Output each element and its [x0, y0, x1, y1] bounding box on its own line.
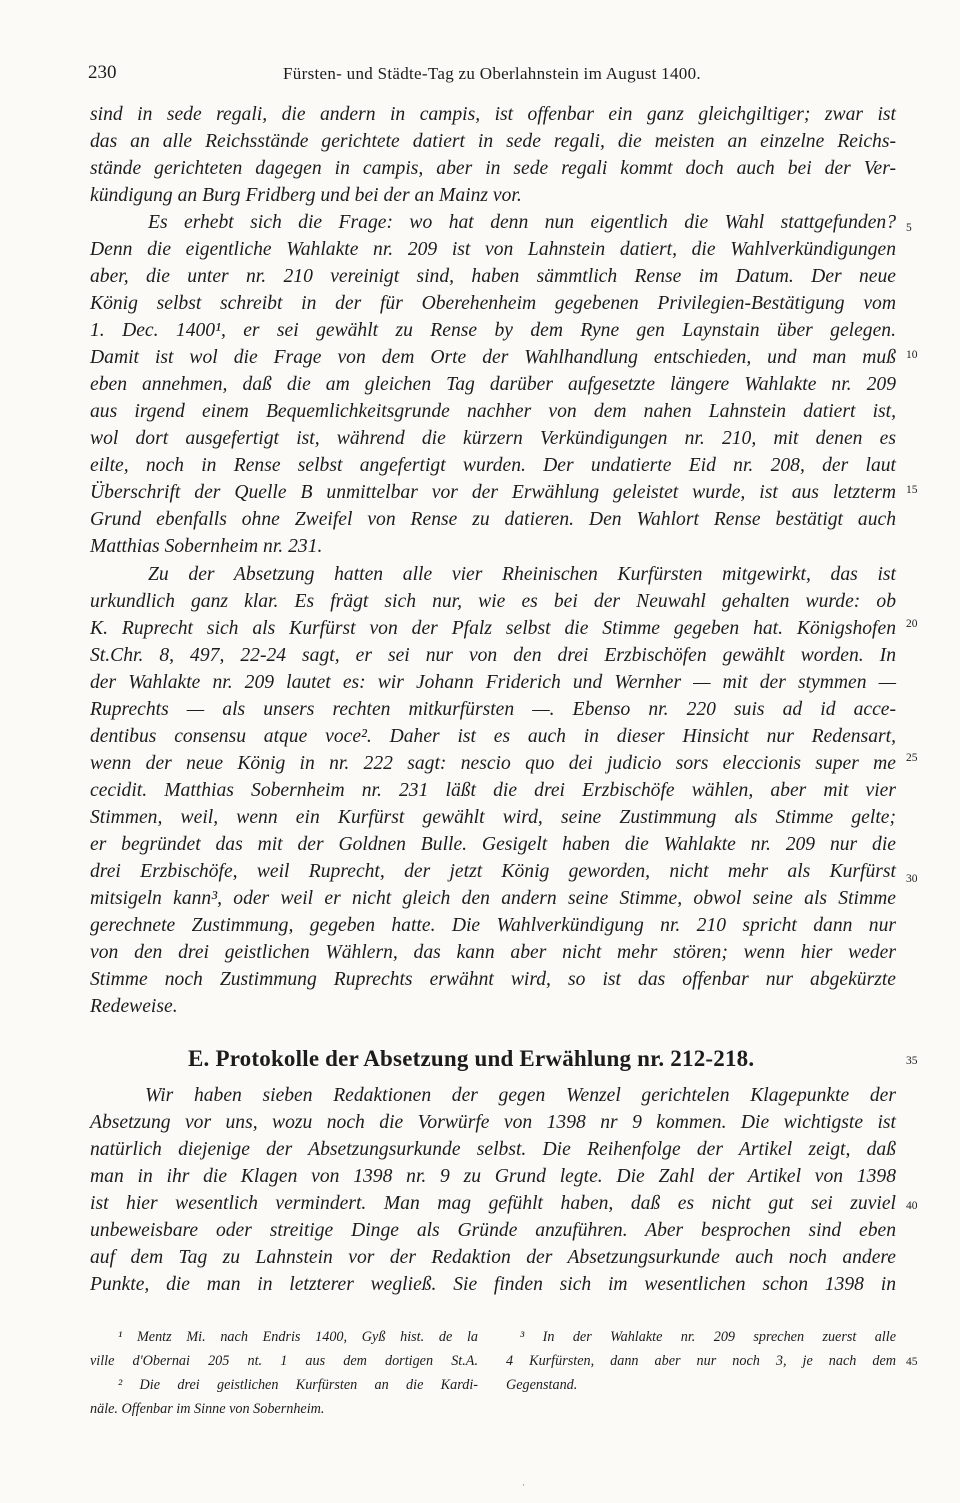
- text-line: Stimme noch Zustimmung Ruprechts erwähnt wird, so ist das offenbar nur abgekürzte: [90, 969, 896, 990]
- print-speck: ·: [522, 1480, 525, 1490]
- text-line: Redeweise.: [90, 996, 178, 1017]
- footnote-line: ³ In der Wahlakte nr. 209 sprechen zuerst alle: [520, 1329, 896, 1345]
- text-line: stände gerichteten dagegen in campis, aber in sede regali kommt doch auch bei der Ver-: [90, 158, 896, 179]
- text-line: Wir haben sieben Redaktionen der gegen Wenzel gerichtelen Klagepunkte der: [145, 1085, 896, 1106]
- footnote-line: 4 Kurfürsten, dann aber nur noch 3, je nach dem: [506, 1353, 896, 1369]
- text-line: ist hier wesentlich vermindert. Man mag gefühlt haben, daß es nicht gut sei zuviel: [90, 1193, 896, 1214]
- running-title: Fürsten- und Städte-Tag zu Oberlahnstein im August 1400.: [283, 64, 701, 83]
- page-number: 230: [88, 62, 117, 83]
- text-line: sind in sede regali, die andern in campis, ist offenbar ein ganz gleichgiltiger; zwar ist: [90, 104, 896, 125]
- text-line: dentibus consensu atque voce². Daher ist es auch in dieser Hinsicht nur Redensart,: [90, 726, 896, 747]
- margin-line-number: 30: [906, 873, 918, 885]
- text-line: aber, die unter nr. 210 vereinigt sind, haben sämmtlich Rense im Datum. Der neue: [90, 266, 896, 287]
- text-line: Matthias Sobernheim nr. 231.: [90, 536, 323, 557]
- margin-line-number: 15: [906, 484, 918, 496]
- text-line: unbeweisbare oder streitige Dinge als Gründe anzuführen. Aber besprochen sind eben: [90, 1220, 896, 1241]
- text-line: wenn der neue König in nr. 222 sagt: nescio quo dei judicio sors eleccionis super me: [90, 753, 896, 774]
- text-line: Grund ebenfalls ohne Zweifel von Rense zu datieren. Den Wahlort Rense bestätigt auch: [90, 509, 896, 530]
- footnote-line: Gegenstand.: [506, 1377, 578, 1393]
- footnote-line: ² Die drei geistlichen Kurfürsten an die Kardi-: [118, 1377, 478, 1393]
- margin-line-number: 45: [906, 1356, 918, 1368]
- text-line: Überschrift der Quelle B unmittelbar vor der Erwählung geleistet wurde, ist aus letzterm: [90, 482, 896, 503]
- text-line: 1. Dec. 1400¹, er sei gewählt zu Rense by dem Ryne gen Laynstain über gelegen.: [90, 320, 896, 341]
- text-line: St.Chr. 8, 497, 22-24 sagt, er sei nur von den drei Erzbischöfen gewählt worden. In: [90, 645, 896, 666]
- text-line: K. Ruprecht sich als Kurfürst von der Pfalz selbst die Stimme gegeben hat. Königshofen: [90, 618, 896, 639]
- text-line: von den drei geistlichen Wählern, das kann aber nicht mehr stören; wenn hier weder: [90, 942, 896, 963]
- text-line: gerechnete Zustimmung, gegeben hatte. Die Wahlverkündigung nr. 210 spricht dann nur: [90, 915, 896, 936]
- margin-line-number: 5: [906, 222, 912, 234]
- text-line: König selbst schreibt in der für Oberehenheim gegebenen Privilegien-Bestätigung vom: [90, 293, 896, 314]
- text-line: Punkte, die man in letzterer wegließ. Sie finden sich im wesentlichen schon 1398 in: [90, 1274, 896, 1295]
- footnote-line: ¹ Mentz Mi. nach Endris 1400, Gyß hist. de la: [118, 1329, 478, 1345]
- text-line: urkundlich ganz klar. Es frägt sich nur, wie es bei der Neuwahl gehalten wurde: ob: [90, 591, 896, 612]
- text-line: cecidit. Matthias Sobernheim nr. 231 läßt die drei Erzbischöfe wählen, aber mit vier: [90, 780, 896, 801]
- text-line: wol dort ausgefertigt ist, während die kürzern Verkündigungen nr. 210, mit denen es: [90, 428, 896, 449]
- text-line: der Wahlakte nr. 209 lautet es: wir Johann Friderich und Wernher — mit der stymmen —: [90, 672, 896, 693]
- text-line: Stimmen, weil, wenn ein Kurfürst gewählt wird, seine Zustimmung als Stimme gelte;: [90, 807, 896, 828]
- text-line: Zu der Absetzung hatten alle vier Rheinischen Kurfürsten mitgewirkt, das ist: [148, 564, 896, 585]
- text-line: das an alle Reichsstände gerichtete datiert in sede regali, die meisten an einzelne Reichs-: [90, 131, 896, 152]
- footnote-line: ville d'Obernai 205 nt. 1 aus dem dortigen St.A.: [90, 1353, 478, 1369]
- text-line: mitsigeln kann³, oder weil er nicht gleich den andern seine Stimme, obwol seine als Stimme: [90, 888, 896, 909]
- text-line: natürlich diejenige der Absetzungsurkunde selbst. Die Reihenfolge der Artikel zeigt, daß: [90, 1139, 896, 1160]
- margin-line-number: 35: [906, 1055, 918, 1067]
- text-line: Denn die eigentliche Wahlakte nr. 209 ist von Lahnstein datiert, die Wahlverkündigungen: [90, 239, 896, 260]
- text-line: kündigung an Burg Fridberg und bei der an Mainz vor.: [90, 185, 522, 206]
- margin-line-number: 10: [906, 349, 918, 361]
- text-line: Es erhebt sich die Frage: wo hat denn nun eigentlich die Wahl stattgefunden?: [148, 212, 896, 233]
- text-line: eben annehmen, daß die am gleichen Tag darüber aufgesetzte längere Wahlakte nr. 209: [90, 374, 896, 395]
- text-line: man in ihr die Klagen von 1398 nr. 9 zu Grund legte. Die Zahl der Artikel von 1398: [90, 1166, 896, 1187]
- text-line: aus irgend einem Bequemlichkeitsgrunde nachher von dem nahen Lahnstein datiert ist,: [90, 401, 896, 422]
- text-line: auf dem Tag zu Lahnstein vor der Redaktion der Absetzungsurkunde auch noch andere: [90, 1247, 896, 1268]
- margin-line-number: 20: [906, 618, 918, 630]
- margin-line-number: 25: [906, 752, 918, 764]
- text-line: eilte, noch in Rense selbst angefertigt wurden. Der undatierte Eid nr. 208, der laut: [90, 455, 896, 476]
- text-line: Absetzung vor uns, wozu noch die Vorwürfe von 1398 nr 9 kommen. Die wichtigste ist: [90, 1112, 896, 1133]
- footnote-line: näle. Offenbar im Sinne von Sobernheim.: [90, 1401, 325, 1417]
- text-line: Damit ist wol die Frage von dem Orte der Wahlhandlung entschieden, und man muß: [90, 347, 896, 368]
- text-line: Ruprechts — als unsers rechten mitkurfürsten —. Ebenso nr. 220 suis ad id acce-: [90, 699, 896, 720]
- text-line: drei Erzbischöfe, weil Ruprecht, der jetzt König geworden, nicht mehr als Kurfürst: [90, 861, 896, 882]
- section-heading: E. Protokolle der Absetzung und Erwählung nr. 212-218.: [188, 1046, 755, 1071]
- margin-line-number: 40: [906, 1200, 918, 1212]
- text-line: er begründet das mit der Goldnen Bulle. Gesigelt haben die Wahlakte nr. 209 nur die: [90, 834, 896, 855]
